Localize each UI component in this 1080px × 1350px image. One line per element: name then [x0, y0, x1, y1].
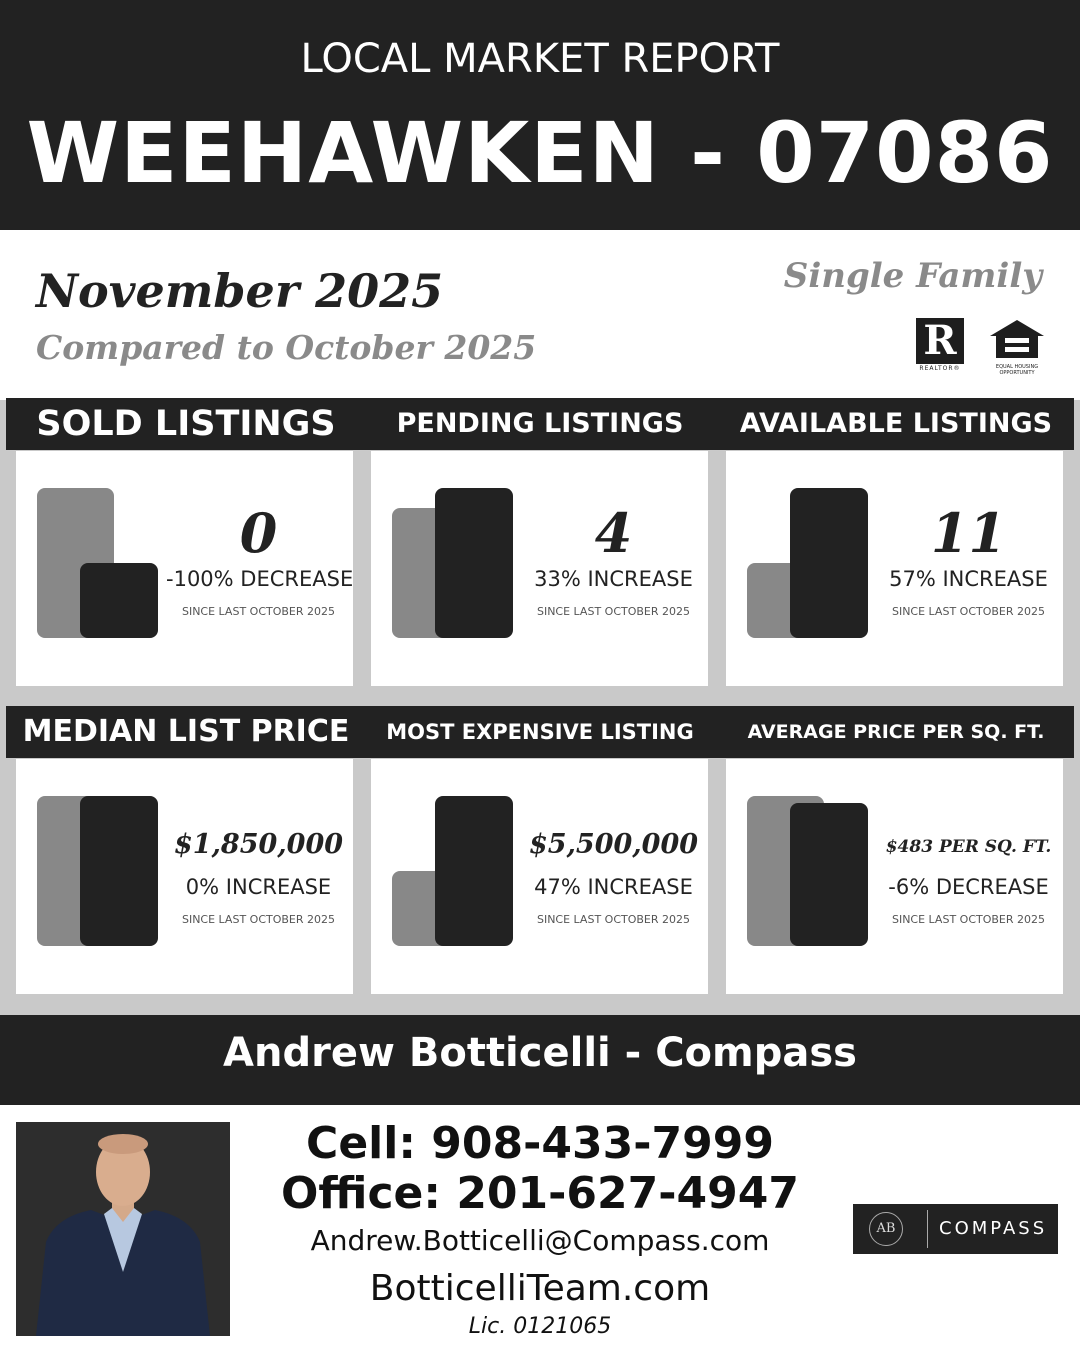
pending-listings-title: PENDING LISTINGS — [396, 408, 684, 439]
stat-since: SINCE LAST OCTOBER 2025 — [891, 605, 1046, 618]
current-period-bar — [435, 796, 513, 946]
stats-header-row-2 — [6, 706, 1074, 758]
median-list-price-card — [16, 759, 353, 994]
stat-since: SINCE LAST OCTOBER 2025 — [891, 913, 1046, 926]
current-period-bar — [80, 796, 158, 946]
compass-wordmark: COMPASS — [939, 1218, 1048, 1239]
comparison-period: Compared to October 2025 — [36, 328, 537, 367]
most-expensive-card — [371, 759, 708, 994]
stat-change: 47% INCREASE — [534, 875, 693, 899]
available-listings-title: AVAILABLE LISTINGS — [739, 408, 1053, 439]
agent-name: Andrew Botticelli - Compass — [223, 1030, 857, 1076]
stat-value: $1,850,000 — [173, 829, 344, 860]
agent-photo — [16, 1122, 230, 1336]
stat-since: SINCE LAST OCTOBER 2025 — [536, 913, 691, 926]
stat-change: 33% INCREASE — [534, 567, 693, 591]
cell-phone[interactable]: Cell: 908-433-7999 — [306, 1118, 774, 1169]
logo-divider — [927, 1210, 928, 1248]
stat-change: 57% INCREASE — [889, 567, 1048, 591]
current-period-bar — [80, 563, 158, 638]
ab-monogram-icon: AB — [869, 1212, 903, 1246]
median-list-price-title: MEDIAN LIST PRICE — [22, 714, 350, 749]
agent-portrait-icon — [16, 1122, 230, 1336]
area-title: WEEHAWKEN - 07086 — [26, 104, 1054, 202]
report-label: LOCAL MARKET REPORT — [300, 36, 780, 82]
license-number: Lic. 0121065 — [468, 1314, 612, 1339]
report-period: November 2025 — [36, 264, 444, 318]
realtor-label: REALTOR® — [919, 365, 961, 372]
stat-since: SINCE LAST OCTOBER 2025 — [536, 605, 691, 618]
website-link[interactable]: BotticelliTeam.com — [369, 1268, 711, 1309]
property-type: Single Family — [783, 256, 1042, 296]
current-period-bar — [435, 488, 513, 638]
realtor-r-icon: R — [916, 318, 964, 364]
stat-change: -6% DECREASE — [888, 875, 1049, 899]
compass-logo — [853, 1204, 1058, 1254]
equal-housing-icon — [988, 318, 1046, 360]
avg-price-sqft-card — [726, 759, 1063, 994]
current-period-bar — [790, 803, 868, 946]
available-listings-card — [726, 451, 1063, 686]
stat-since: SINCE LAST OCTOBER 2025 — [181, 913, 336, 926]
stat-value: $5,500,000 — [528, 829, 699, 860]
stat-value: 0 — [239, 501, 278, 565]
eho-text-line1: EQUAL HOUSING — [995, 364, 1039, 370]
equal-housing-logo — [988, 318, 1046, 374]
current-period-bar — [790, 488, 868, 638]
realtor-logo — [916, 318, 964, 372]
stats-header-row-1 — [6, 398, 1074, 450]
sold-listings-card — [16, 451, 353, 686]
most-expensive-title: MOST EXPENSIVE LISTING — [386, 720, 694, 744]
email-link[interactable]: Andrew.Botticelli@Compass.com — [310, 1224, 770, 1257]
stat-value: 4 — [594, 501, 633, 565]
stat-change: 0% INCREASE — [185, 875, 332, 899]
eho-text-line2: OPPORTUNITY — [999, 370, 1035, 376]
pending-listings-card — [371, 451, 708, 686]
avg-price-sqft-title: AVERAGE PRICE PER SQ. FT. — [747, 721, 1045, 743]
stat-change: -100% DECREASE — [166, 567, 354, 591]
sold-listings-title: SOLD LISTINGS — [36, 404, 336, 444]
office-phone[interactable]: Office: 201-627-4947 — [281, 1168, 799, 1219]
stat-value: 11 — [930, 501, 1007, 565]
stat-since: SINCE LAST OCTOBER 2025 — [181, 605, 336, 618]
stat-value: $483 PER SQ. FT. — [885, 837, 1052, 857]
